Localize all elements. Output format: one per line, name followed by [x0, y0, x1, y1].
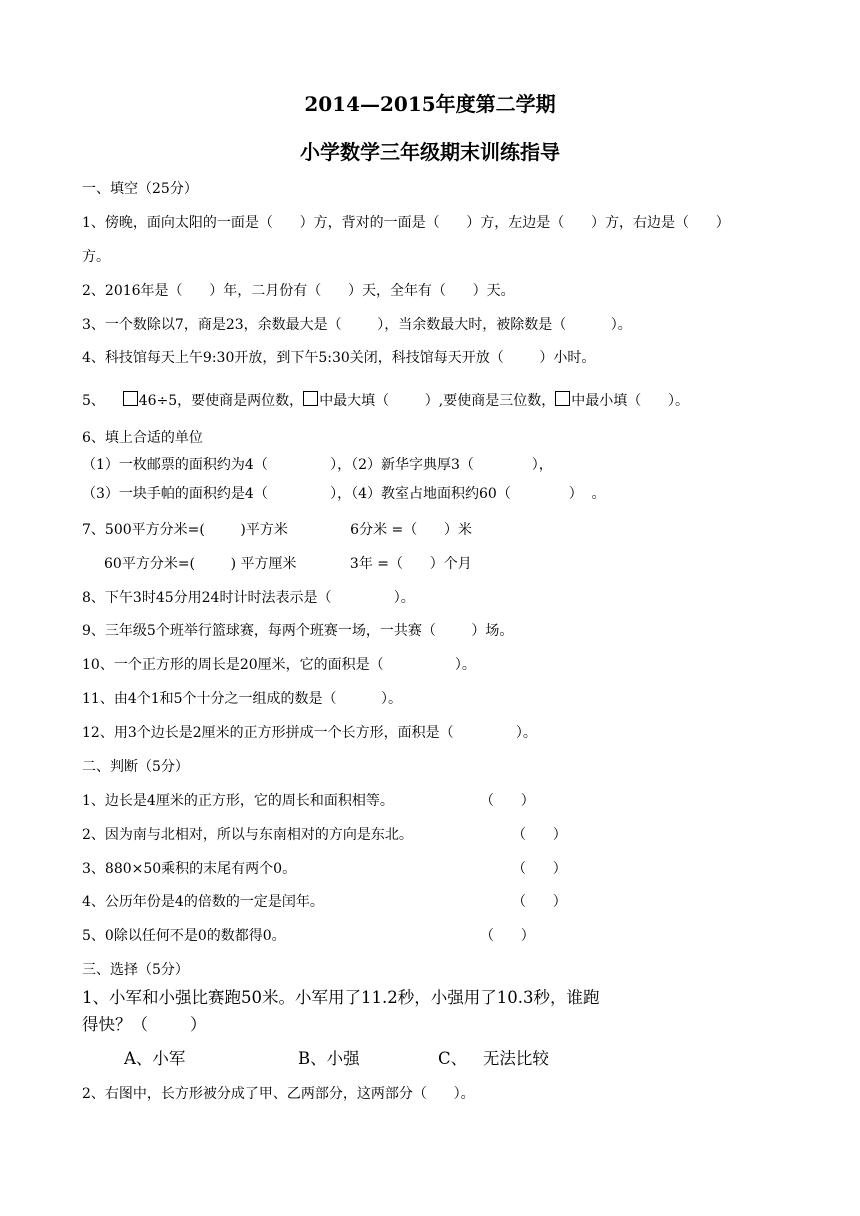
- question-2-5: 5、0除以任何不是0的数都得0。: [82, 928, 286, 944]
- answer-paren: （ ）: [512, 861, 567, 877]
- question-3-1-line1: 1、小军和小强比赛跑50米。小军用了11.2秒，小强用了10.3秒，谁跑: [82, 988, 600, 1007]
- question-3-2: 2、右图中，长方形被分成了甲、乙两部分，这两部分（ ）。: [82, 1086, 475, 1102]
- question-number: 5、: [82, 393, 105, 409]
- question-3-1-line2: 得快？（ ）: [82, 1015, 207, 1034]
- question-1-7-line1: 7、500平方分米=( )平方米 6分米 =（ ）米: [82, 522, 472, 538]
- question-1-8: 8、下午3时45分用24时计时法表示是（ ）。: [82, 590, 415, 606]
- exam-title-subject: 小学数学三年级期末训练指导: [300, 140, 560, 164]
- question-1-5-part-b: 中最大填（ ）,要使商是三位数，: [319, 393, 556, 409]
- blank-box: [123, 391, 138, 406]
- option-c: C、 无法比较: [438, 1049, 549, 1068]
- question-1-6: 6、填上合适的单位: [82, 430, 203, 446]
- question-1-10: 10、一个正方形的周长是20厘米，它的面积是（ ）。: [82, 657, 476, 673]
- question-1-11: 11、由4个1和5个十分之一组成的数是（ ）。: [82, 691, 403, 707]
- question-1-1-line1: 1、傍晚，面向太阳的一面是（ ）方，背对的一面是（ ）方，左边是（ ）方，右边是（ ）: [82, 215, 730, 231]
- question-1-6-line2: （3）一块手帕的面积约是4（ ），（4）教室占地面积约60（ ） 。: [82, 486, 606, 502]
- answer-paren: （ ）: [512, 894, 567, 910]
- option-b: B、小强: [298, 1049, 360, 1068]
- section-3-heading: 三、选择（5分）: [82, 962, 189, 978]
- question-2-4: 4、公历年份是4的倍数的一定是闰年。: [82, 894, 324, 910]
- answer-paren: （ ）: [480, 793, 535, 809]
- question-2-3: 3、880×50乘积的末尾有两个0。: [82, 861, 297, 877]
- question-1-5-part-a: 46÷5，要使商是两位数，: [138, 393, 304, 409]
- question-1-7-line2: 60平方分米=( ) 平方厘米 3年 =（ ）个月: [104, 556, 472, 572]
- question-1-9: 9、三年级5个班举行篮球赛，每两个班赛一场，一共赛（ ）场。: [82, 623, 514, 639]
- question-1-2: 2、2016年是（ ）年，二月份有（ ）天，全年有（ ）天。: [82, 283, 515, 299]
- question-1-4: 4、科技馆每天上午9:30开放，到下午5:30关闭，科技馆每天开放（ ）小时。: [82, 350, 596, 366]
- answer-paren: （ ）: [480, 928, 535, 944]
- blank-box: [303, 391, 318, 406]
- question-1-12: 12、用3个边长是2厘米的正方形拼成一个长方形，面积是（ ）。: [82, 725, 537, 741]
- question-1-5-part-c: 中最小填（ ）。: [571, 393, 689, 409]
- blank-box: [555, 391, 570, 406]
- exam-title-year: 2014—2015年度第二学期: [304, 92, 556, 116]
- question-2-1: 1、边长是4厘米的正方形，它的周长和面积相等。: [82, 793, 394, 809]
- question-1-1-line2: 方。: [82, 249, 110, 265]
- question-1-3: 3、一个数除以7，商是23，余数最大是（ ），当余数最大时，被除数是（ ）。: [82, 317, 632, 333]
- answer-paren: （ ）: [512, 827, 567, 843]
- question-2-2: 2、因为南与北相对，所以与东南相对的方向是东北。: [82, 827, 413, 843]
- section-1-heading: 一、填空（25分）: [82, 181, 198, 197]
- option-a: A、小军: [124, 1049, 186, 1068]
- question-1-6-line1: （1）一枚邮票的面积约为4（ ），（2）新华字典厚3（ ），: [82, 457, 553, 473]
- section-2-heading: 二、判断（5分）: [82, 759, 189, 775]
- question-1-5: [82, 391, 689, 410]
